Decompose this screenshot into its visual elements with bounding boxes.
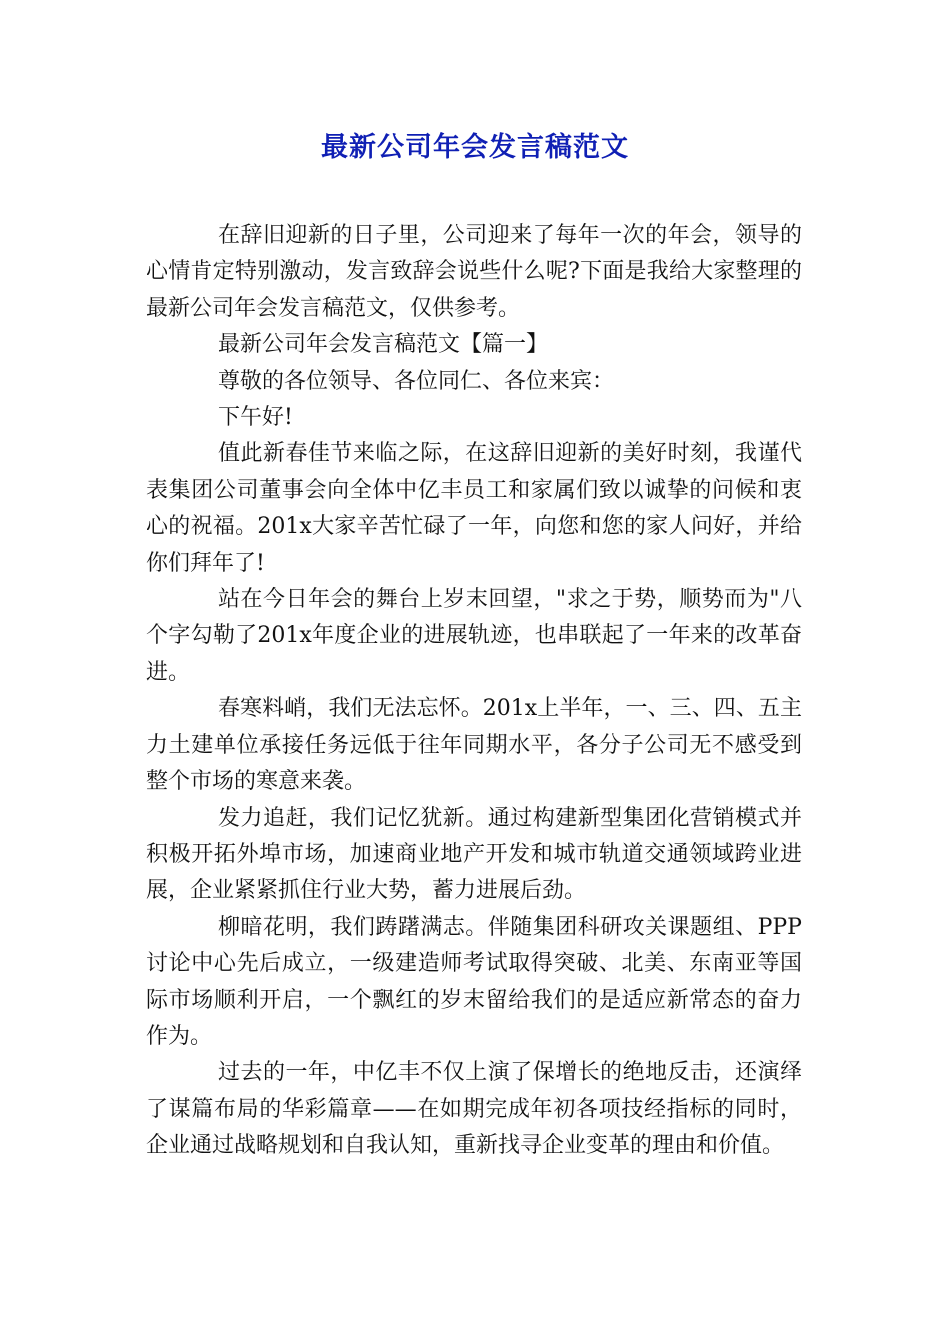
paragraph-intro: 在辞旧迎新的日子里，公司迎来了每年一次的年会，领导的心情肯定特别激动，发言致辞会说些什么呢?下面是我给大家整理的最新公司年会发言稿范文，仅供参考。 — [146, 223, 802, 321]
document-title: 最新公司年会发言稿范文 — [321, 132, 629, 163]
paragraph: 站在今日年会的舞台上岁末回望，"求之于势，顺势而为"八个字勾勒了201x年度企业的进展轨迹，也串联起了一年来的改革奋进。 — [146, 587, 802, 685]
paragraph: 发力追赶，我们记忆犹新。通过构建新型集团化营销模式并积极开拓外埠市场，加速商业地产开发和城市轨道交通领域跨业进展，企业紧紧抓住行业大势，蓄力进展后劲。 — [146, 805, 802, 904]
paragraph: 柳暗花明，我们踌躇满志。伴随集团科研攻关课题组、PPP讨论中心先后成立，一级建造师考试取得突破、北美、东南亚等国际市场顺利开启，一个飘红的岁末留给我们的是适应新常态的奋力作为。 — [146, 914, 802, 1049]
salutation: 尊敬的各位领导、各位同仁、各位来宾： — [218, 368, 615, 394]
paragraph: 值此新春佳节来临之际，在这辞旧迎新的美好时刻，我谨代表集团公司董事会向全体中亿丰员工和家属们致以诚挚的问候和衷心的祝福。201x大家辛苦忙碌了一年，向您和您的家人问好，并给你们拜年了! — [146, 441, 802, 576]
document-body — [146, 218, 802, 1165]
section-heading: 最新公司年会发言稿范文【篇一】 — [218, 332, 549, 358]
paragraph: 过去的一年，中亿丰不仅上演了保增长的绝地反击，还演绎了谋篇布局的华彩篇章——在如期完成年初各项技经指标的同时，企业通过战略规划和自我认知，重新找寻企业变革的理由和价值。 — [146, 1060, 802, 1159]
paragraph: 春寒料峭，我们无法忘怀。201x上半年，一、三、四、五主力土建单位承接任务远低于往年同期水平，各分子公司无不感受到整个市场的寒意来袭。 — [146, 696, 802, 795]
greeting: 下午好! — [218, 405, 293, 431]
